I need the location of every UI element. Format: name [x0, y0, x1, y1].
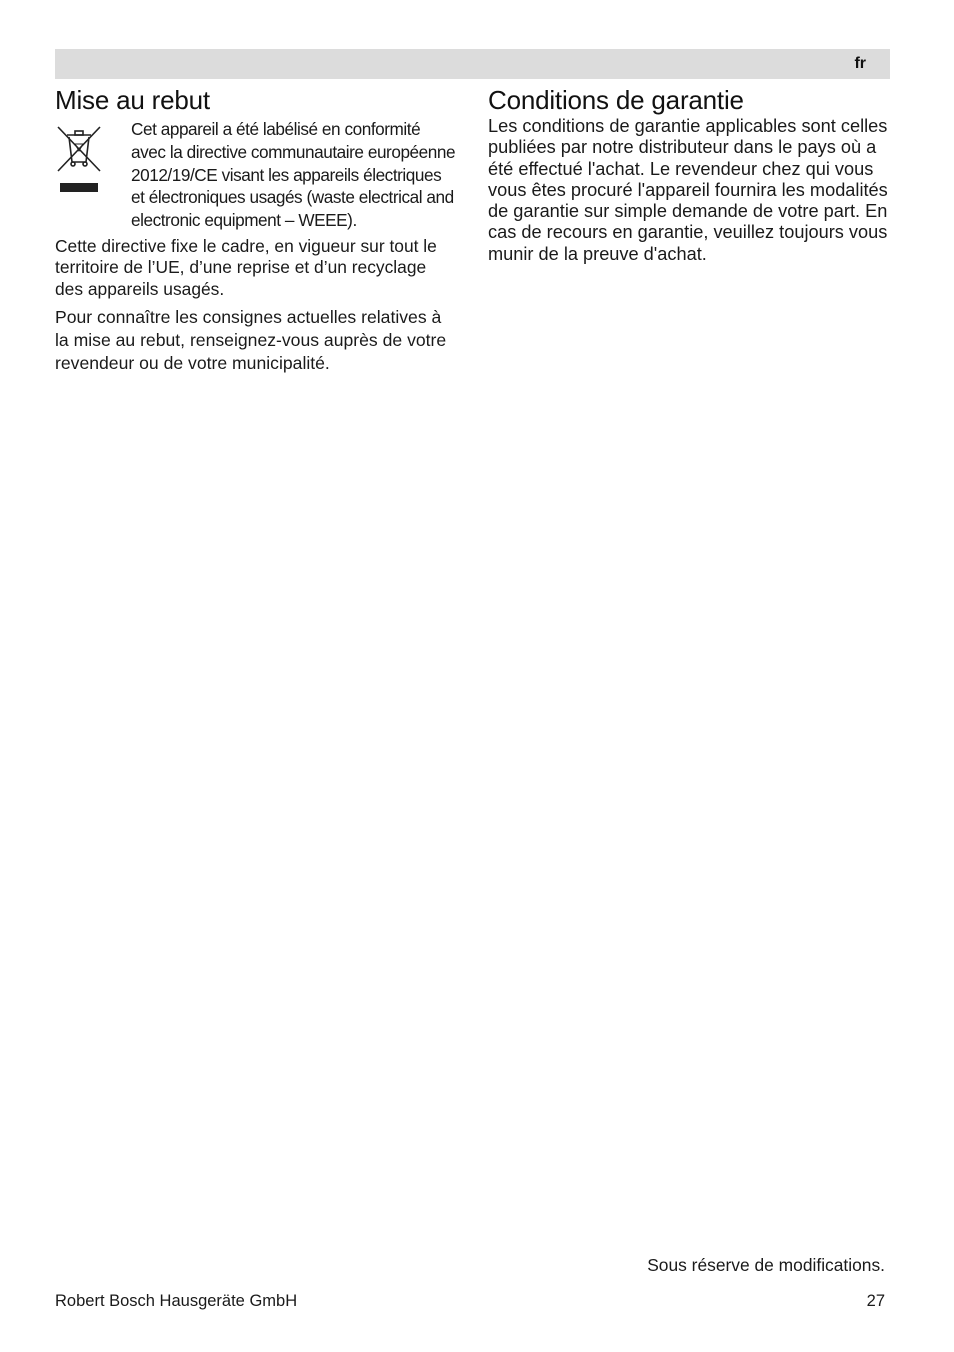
language-bar — [55, 49, 890, 79]
language-label: fr — [854, 55, 866, 72]
warranty-title: Conditions de garantie — [488, 85, 744, 115]
weee-block — [55, 118, 457, 232]
warranty-section — [488, 84, 890, 265]
disposal-section — [55, 84, 457, 374]
disposal-paragraph-2: Pour connaître les consignes actuelles relatives à la mise au rebut, renseignez-vous auprès de votre revendeur ou de votre municipalité. — [55, 307, 447, 373]
weee-crossed-bin-icon — [55, 124, 103, 194]
disposal-paragraph-1: Cette directive fixe le cadre, en vigueur sur tout le territoire de l’UE, d’une reprise et d’un recyclage des appareils usagés. — [55, 235, 437, 299]
footer-note: Sous réserve de modifications. — [647, 1255, 885, 1275]
footer-company: Robert Bosch Hausgeräte GmbH — [55, 1292, 298, 1310]
warranty-text: Les conditions de garantie applicables sont celles publiées par notre distributeur dans le pays où a été effectué l'achat. Le revendeur chez qui vous vous êtes procuré l'appareil fournira les modalités de garantie sur simple demande de votre part. En cas de recours en garantie, veuillez toujours vous munir de la preuve d'achat. — [488, 116, 888, 264]
disposal-title: Mise au rebut — [55, 85, 210, 115]
page-number: 27 — [866, 1292, 885, 1310]
weee-text: Cet appareil a été labélisé en conformité avec la directive communautaire européenne 2012/19/CE visant les appareils électriques et électroniques usagés (waste electrical and electronic equipment – WEEE). — [131, 119, 456, 231]
